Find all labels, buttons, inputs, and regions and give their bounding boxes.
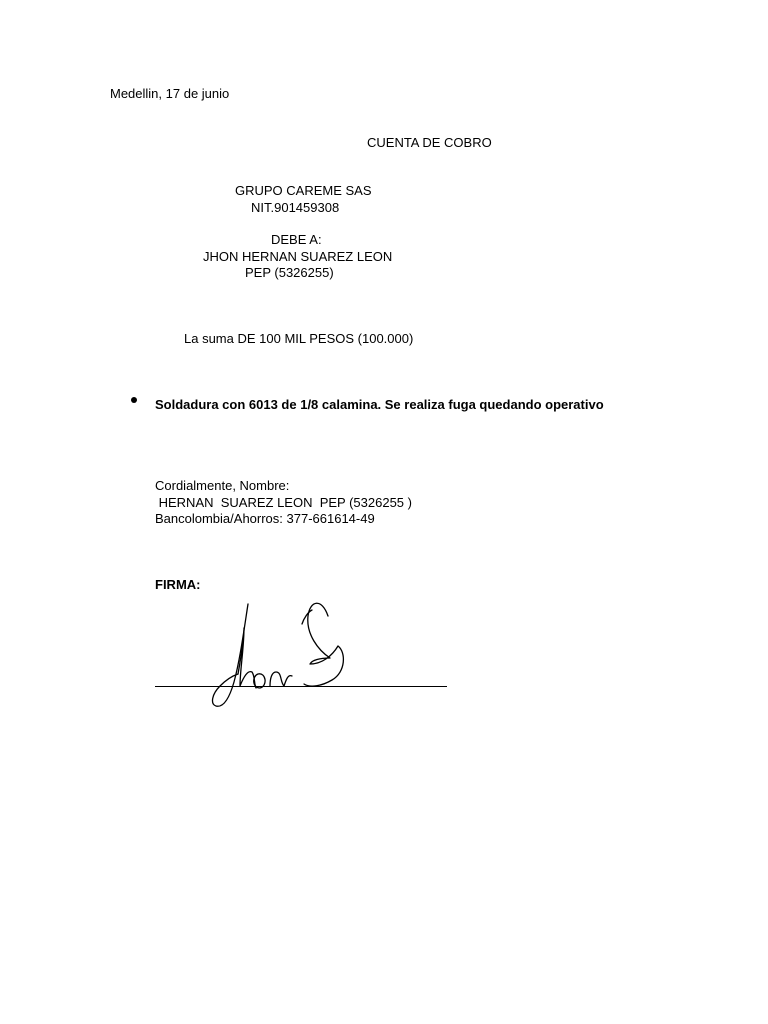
owes-to-label: DEBE A: <box>271 232 322 247</box>
creditor-name: JHON HERNAN SUAREZ LEON <box>203 249 393 264</box>
amount-text: La suma DE 100 MIL PESOS (100.000) <box>184 331 414 346</box>
closing-salutation: Cordialmente, Nombre: <box>155 478 290 493</box>
handwritten-signature <box>200 590 370 715</box>
closing-name-line: HERNAN SUAREZ LEON PEP (5326255 ) <box>155 495 412 510</box>
creditor-pep: PEP (5326255) <box>245 265 334 280</box>
closing-bank-line: Bancolombia/Ahorros: 377-661614-49 <box>155 511 375 526</box>
bullet-icon <box>131 397 137 403</box>
document-title: CUENTA DE COBRO <box>367 135 492 150</box>
list-item: Soldadura con 6013 de 1/8 calamina. Se realiza fuga quedando operativo <box>155 397 604 412</box>
debtor-nit: NIT.901459308 <box>251 200 340 215</box>
signature-label: FIRMA: <box>155 577 201 592</box>
debtor-company: GRUPO CAREME SAS <box>235 183 372 198</box>
place-date: Medellin, 17 de junio <box>110 86 230 101</box>
